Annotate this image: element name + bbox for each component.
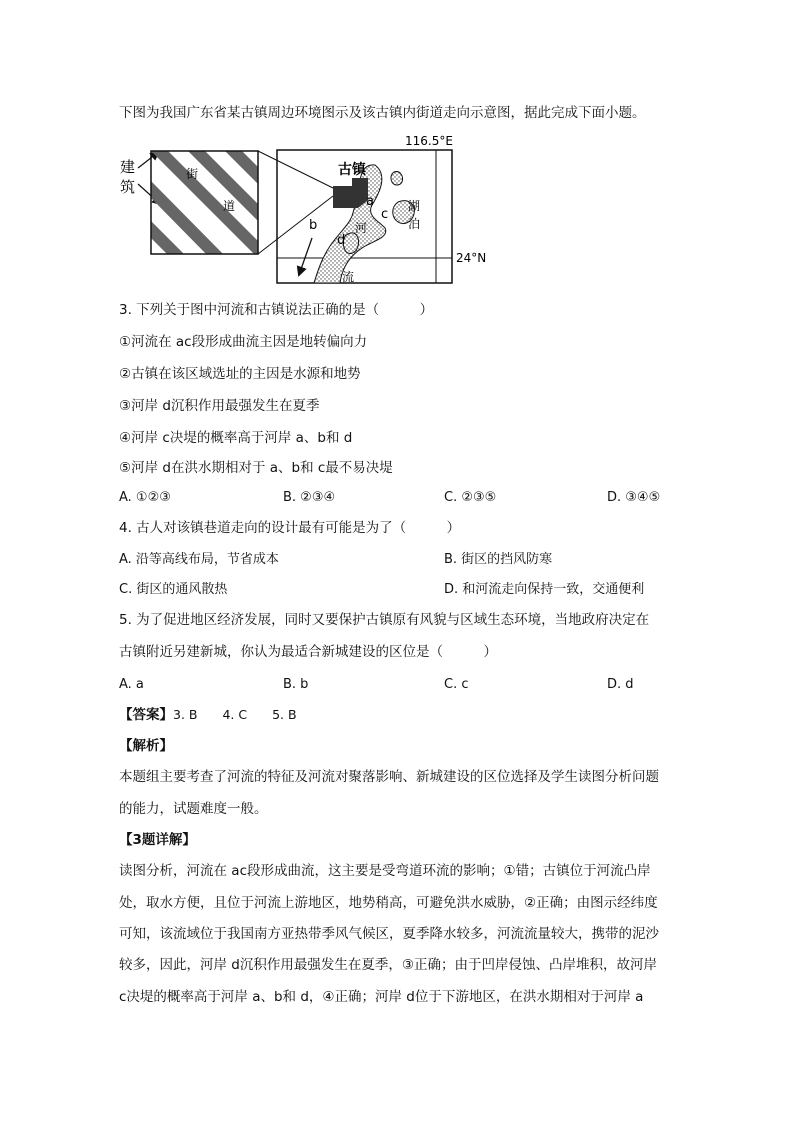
building-arrow-1	[138, 154, 156, 168]
label-b: b	[309, 218, 318, 233]
q3-option-c[interactable]: C. ②③⑤	[444, 490, 497, 505]
q4-option-a[interactable]: A. 沿等高线布局，节省成本	[119, 552, 279, 567]
lake-small	[391, 172, 403, 185]
detail-line-4: 较多，因此，河岸 d沉积作用最强发生在夏季，③正确；由于凹岸侵蚀、凸岸堆积，故河岸	[119, 957, 657, 973]
street-stripes	[151, 151, 258, 258]
q5-option-b[interactable]: B. b	[283, 677, 309, 692]
q3-option-a[interactable]: A. ①②③	[119, 490, 171, 505]
intro-text: 下图为我国广东省某古镇周边环境图示及该古镇内街道走向示意图，据此完成下面小题。	[119, 105, 646, 121]
label-c: c	[381, 207, 389, 222]
q3-stem: 3. 下列关于图中河流和古镇说法正确的是（ ）	[119, 302, 434, 318]
answer-line	[119, 705, 297, 725]
detail-line-2: 处，取水方便，且位于河流上游地区，地势稍高，可避免洪水威胁，②正确；由图示经纬度	[119, 895, 658, 911]
q5-option-d[interactable]: D. d	[607, 677, 634, 692]
q3-item-2: ②古镇在该区域选址的主因是水源和地势	[119, 366, 361, 382]
q3-item-5: ⑤河岸 d在洪水期相对于 a、b和 c最不易决堤	[119, 460, 393, 476]
q3-item-1: ①河流在 ac段形成曲流主因是地转偏向力	[119, 334, 368, 350]
analysis-line-1: 本题组主要考查了河流的特征及河流对聚落影响、新城建设的区位选择及学生读图分析问题	[119, 769, 659, 785]
q4-stem: 4. 古人对该镇巷道走向的设计最有可能是为了（ ）	[119, 520, 461, 536]
label-d: d	[337, 233, 346, 248]
label-jian: 建	[120, 158, 136, 176]
answer-text: 3. B 4. C 5. B	[173, 707, 297, 722]
label-zhu: 筑	[120, 178, 136, 196]
detail-line-5: c决堤的概率高于河岸 a、b和 d，④正确；河岸 d位于下游地区，在洪水期相对于河岸 a	[119, 989, 644, 1005]
ancient-town	[333, 178, 368, 208]
map-figure	[0, 130, 794, 290]
label-a: a	[366, 194, 374, 209]
q3-option-b[interactable]: B. ②③④	[283, 490, 336, 505]
label-town: 古镇	[338, 162, 366, 178]
q3-item-4: ④河岸 c决堤的概率高于河岸 a、b和 d	[119, 430, 353, 446]
detail-line-1: 读图分析，河流在 ac段形成曲流，这主要是受弯道环流的影响；①错；古镇位于河流凸岸	[119, 863, 651, 879]
q5-option-c[interactable]: C. c	[444, 677, 469, 692]
q4-option-c[interactable]: C. 街区的通风散热	[119, 582, 228, 597]
q4-option-d[interactable]: D. 和河流走向保持一致，交通便利	[444, 582, 645, 597]
q5-stem-line2: 古镇附近另建新城，你认为最适合新城建设的区位是（ ）	[119, 644, 497, 660]
q4-option-b[interactable]: B. 街区的挡风防寒	[444, 552, 553, 567]
flow-arrow	[300, 238, 312, 272]
analysis-label: 【解析】	[119, 738, 173, 754]
detail-label: 【3题详解】	[119, 832, 196, 848]
label-hu: 湖	[408, 199, 421, 213]
q5-stem-line1: 5. 为了促进地区经济发展，同时又要保护古镇原有风貌与区域生态环境，当地政府决定在	[119, 612, 650, 628]
label-lon: 116.5°E	[405, 134, 453, 148]
label-lat: 24°N	[456, 251, 487, 265]
q5-option-a[interactable]: A. a	[119, 677, 144, 692]
island-d	[343, 233, 358, 254]
answer-label: 【答案】	[119, 707, 173, 723]
label-he: 河	[355, 221, 368, 235]
label-jie: 街	[186, 167, 199, 181]
q3-item-3: ③河岸 d沉积作用最强发生在夏季	[119, 398, 320, 414]
river	[314, 165, 389, 283]
detail-line-3: 可知，该流域位于我国南方亚热带季风气候区，夏季降水较多，河流流量较大，携带的泥沙	[119, 926, 659, 942]
label-po: 泊	[408, 217, 421, 231]
q3-option-d[interactable]: D. ③④⑤	[607, 490, 661, 505]
connector-top	[258, 151, 333, 188]
analysis-line-2: 的能力，试题难度一般。	[119, 801, 268, 817]
connector-bottom	[258, 196, 333, 254]
label-dao: 道	[223, 199, 236, 213]
label-liu: 流	[342, 270, 355, 284]
